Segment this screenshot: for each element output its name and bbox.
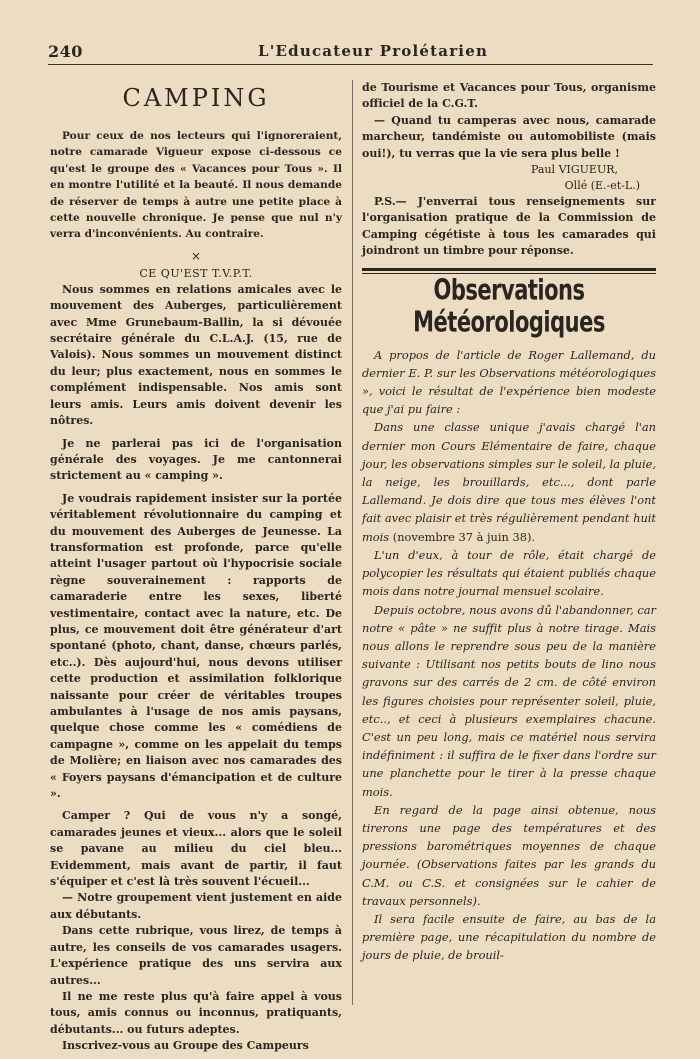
paragraph-text: Dans une classe unique j'avais chargé l'an dernier mon Cours Elémentaire de faire, chaque jour, les observations simples sur le soleil, la pluie, la neige, les brouillards, etc..., dont parle Lallemand. Je dois dire que tous mes élèves l'ont fait avec plaisir et très régulièrement pendant huit mois [362, 420, 656, 544]
observations-paragraph: En regard de la page ainsi obtenue, nous tirerons une page des températures et des pressions barométriques moyennes de chaque journée. (Observations faites par les grands du C.M. ou C.S. et consignées sur le cahier de travaux personnels). [362, 802, 656, 908]
signature-name: Paul VIGUEUR, [531, 163, 618, 177]
journal-title: L'Educateur Prolétarien [258, 42, 489, 60]
camping-intro: Pour ceux de nos lecteurs qui l'ignoreraient, notre camarade Vigueur expose ci-dessous ce qu'est le groupe des « Vacances pour Tous ». Il en montre l'utilité et la beauté. Il nous demande de réserver de temps à autre une petite place à cette nouvelle chronique. Je pense que nul n'y verra d'inconvénients. Au contraire. [50, 130, 342, 241]
camping-paragraph: Il ne me reste plus qu'à faire appel à vous tous, amis connus ou inconnus, pratiquants, débutants... ou futurs adeptes. [50, 989, 342, 1036]
postscript: P.S.— J'enverrai tous renseignements sur l'organisation pratique de la Commission de Camping cégétiste à tous les camarades qui joindront un timbre pour réponse. [362, 195, 656, 258]
camping-column [50, 78, 342, 1055]
observations-paragraph [362, 418, 656, 545]
separator-mark: × [190, 248, 202, 263]
right-column [362, 80, 656, 965]
observations-paragraph: Depuis octobre, nous avons dû l'abandonner, car notre « pâte » ne suffit plus à notre tirage. Mais nous allons le reprendre sous peu de la manière suivante : Utilisant nos petits bouts de lino nous gravons sur des carrés de 2 cm. de côté environ les figures choisies pour représenter soleil, pluie, etc.., et ceci à plusieurs exemplaires chacune. C'est un peu long, mais ce matériel nous servira indéfiniment : il suffira de le fixer dans l'ordre sur une planchette pour le tirer à la presse chaque mois. [362, 602, 656, 799]
column-divider [352, 80, 353, 1005]
page-header [48, 40, 653, 65]
camping-title: CAMPING [122, 84, 270, 112]
camping-paragraph: — Notre groupement vient justement en aide aux débutants. [50, 891, 342, 921]
camping-paragraph: Inscrivez-vous au Groupe des Campeurs [62, 1039, 309, 1053]
observations-paragraph: L'un d'eux, à tour de rôle, était chargé de polycopier les résultats qui étaient publiés chaque mois dans notre journal mensuel scolaire. [362, 547, 656, 599]
camping-continuation: de Tourisme et Vacances pour Tous, organisme officiel de la C.G.T. [362, 81, 656, 111]
camping-paragraph: Dans cette rubrique, vous lirez, de temps à autre, les conseils de vos camarades usagers. L'expérience pratique des uns servira aux autres... [50, 924, 342, 987]
camping-closing: — Quand tu camperas avec nous, camarade marcheur, tandémiste ou automobiliste (mais oui!), tu verras que la vie sera plus belle ! [362, 113, 656, 160]
section-heading: CE QU'EST T.V.P.T. [139, 266, 253, 280]
observations-title: Observations Météorologiques [413, 273, 605, 339]
page-number: 240 [48, 42, 83, 61]
camping-paragraph: Je voudrais rapidement insister sur la portée véritablement révolutionnaire du camping et du mouvement des Auberges de Jeunesse. La transformation est profonde, parce qu'elle atteint l'usager partout où l'hypocrisie sociale règne souverainement : rapports de camaraderie entre les sexes, liberté vestimentaire, contact avec la nature, etc. De plus, ce mouvement doit être générateur d'art spontané (photo, chant, danse, chœurs parlés, etc..). Dès aujourd'hui, nous devons utiliser cette production et assimilation folklorique naissante pour créer de véritables troupes ambulantes à l'usage de nos amis paysans, quelque chose comme les « comédiens de campagne », comme on les appelait du temps de Molière; en liaison avec nos camarades des « Foyers paysans d'émancipation et de culture ». [50, 491, 342, 801]
observations-paragraph: Il sera facile ensuite de faire, au bas de la première page, une récapitulation du nombre de jours de pluie, de brouil- [362, 911, 656, 963]
date-range: (novembre 37 à juin 38). [392, 529, 536, 544]
observations-intro: A propos de l'article de Roger Lallemand, du dernier E. P. sur les Observations météorologiques », voici le résultat de l'expérience bien modeste que j'ai pu faire : [362, 347, 656, 417]
camping-paragraph: Je ne parlerai pas ici de l'organisation générale des voyages. Je me cantonnerai strictement au « camping ». [50, 436, 342, 483]
camping-paragraph: Nous sommes en relations amicales avec le mouvement des Auberges, particulièrement avec Mme Grunebaum-Ballin, la si dévouée secrétaire générale du C.L.A.J. (15, rue de Valois). Nous sommes un mouvement distinct du leur; plus exactement, nous en sommes le complément indispensable. Nos amis sont leurs amis. Leurs amis doivent devenir les nôtres. [50, 282, 342, 428]
signature-place: Ollé (E.-et-L.) [564, 179, 640, 193]
section-rule [362, 268, 656, 271]
camping-paragraph: Camper ? Qui de vous n'y a songé, camarades jeunes et vieux... alors que le soleil se pavane au milieu du ciel bleu... Evidemment, mais avant de partir, il faut s'équiper et c'est là très souvent l'écueil... [50, 809, 342, 889]
